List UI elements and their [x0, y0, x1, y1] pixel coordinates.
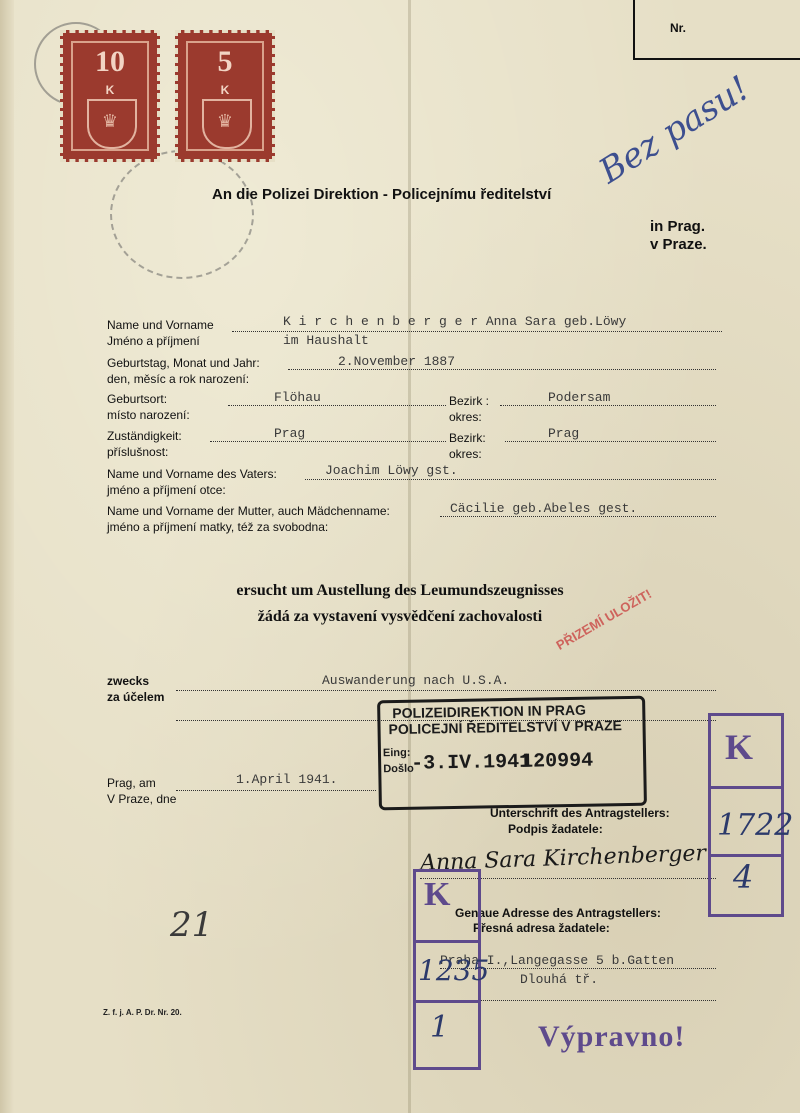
filing-divider: [416, 940, 478, 943]
birthplace-district-line: [500, 405, 716, 406]
place-date-label-cs: V Praze, dne: [107, 792, 177, 806]
competence-line: [210, 441, 446, 442]
father-line: [305, 479, 716, 480]
police-stamp-number: 120994: [520, 749, 594, 774]
birthplace-value: Flöhau: [274, 390, 321, 405]
filing-box-left: [413, 869, 490, 1070]
revenue-stamp-10: [60, 30, 160, 162]
father-label-cs: jméno a příjmení otce:: [107, 483, 226, 497]
place-date-value: 1.April 1941.: [236, 772, 338, 787]
filing-box-right: [708, 713, 794, 917]
filing-divider: [711, 854, 781, 857]
filing-letter-left: K: [424, 876, 451, 913]
filing-letter-right: K: [725, 727, 754, 767]
police-stamp-doslo-label: Došlo: [383, 762, 414, 776]
competence-value: Prag: [274, 426, 306, 441]
police-stamp-line2: POLICEJNÍ ŘEDITELSTVÍ V PRAZE: [388, 717, 623, 738]
police-stamp-eing-label: Eing:: [382, 746, 411, 760]
filing-divider: [416, 1000, 478, 1003]
police-receipt-stamp: [377, 696, 647, 811]
paper-edge: [0, 0, 14, 1113]
address-line1: Praha I.,Langegasse 5 b.Gatten: [440, 953, 675, 968]
mother-value: Cäcilie geb.Abeles gest.: [450, 501, 638, 516]
purpose-label-cs: za účelem: [107, 690, 165, 704]
purpose-line: [176, 690, 716, 691]
purpose-label-de: zwecks: [107, 674, 150, 688]
mother-line: [440, 516, 716, 517]
city-de: in Prag.: [650, 218, 706, 235]
stamp-value: 10: [95, 45, 125, 78]
name-line: [232, 331, 722, 332]
mother-label-cs: jméno a příjmení matky, též za svobodna:: [107, 520, 329, 534]
birthdate-label-de: Geburtstag, Monat und Jahr:: [107, 356, 260, 370]
city-cs: v Praze.: [650, 236, 707, 253]
lion-icon: ♛: [216, 111, 234, 131]
place-date-line: [176, 790, 376, 791]
filing-extra-right: 4: [733, 858, 754, 896]
birthplace-district-value: Podersam: [548, 390, 611, 405]
birthdate-value: 2.November 1887: [338, 354, 456, 369]
handwritten-number: 21: [170, 905, 214, 945]
place-date-label-de: Prag, am: [107, 776, 156, 790]
form-reference: Z. f. j. A. P. Dr. Nr. 20.: [103, 1008, 182, 1017]
signature-label-de: Unterschrift des Antragstellers:: [490, 806, 670, 820]
competence-district-label-cs: okres:: [449, 447, 482, 461]
competence-label-de: Zuständigkeit:: [107, 429, 182, 443]
stamp-unit: K: [105, 83, 115, 97]
number-box: [633, 0, 800, 60]
birthdate-line: [288, 369, 716, 370]
competence-district-value: Prag: [548, 426, 580, 441]
addressee-title: An die Polizei Direktion - Policejnímu ředitelství: [212, 186, 552, 203]
competence-label-cs: příslušnost:: [107, 445, 169, 459]
address-line-2: [440, 1000, 716, 1001]
stamp-value: 5: [217, 45, 233, 78]
filing-number-left: 1235: [418, 954, 490, 987]
paper-fold: [408, 0, 411, 1113]
police-stamp-date: -3.IV.1941: [410, 750, 532, 776]
father-label-de: Name und Vorname des Vaters:: [107, 467, 277, 481]
name-value: K i r c h e n b e r g e r Anna Sara geb.Löwy: [283, 314, 627, 329]
purpose-value: Auswanderung nach U.S.A.: [322, 673, 510, 688]
number-label: Nr.: [670, 21, 687, 35]
birthplace-line: [228, 405, 446, 406]
stamp-unit: K: [220, 83, 230, 97]
filing-extra-left: 1: [430, 1010, 450, 1045]
handwritten-annotation: Bez pasu!: [592, 68, 757, 192]
competence-district-line: [505, 441, 716, 442]
birthdate-label-cs: den, měsíc a rok narození:: [107, 372, 250, 386]
filing-divider: [711, 786, 781, 789]
filing-number-right: 1722: [717, 808, 794, 843]
signature-value: Anna Sara Kirchenberger: [419, 841, 707, 876]
birthplace-label-cs: místo narození:: [107, 408, 190, 422]
name-label-de: Name und Vorname: [107, 318, 214, 332]
address-label-cs: Přesná adresa žadatele:: [473, 921, 610, 935]
police-stamp-line1: POLIZEIDIREKTION IN PRAG: [392, 701, 587, 722]
father-value: Joachim Löwy gst.: [325, 463, 458, 478]
birthplace-label-de: Geburtsort:: [107, 392, 168, 406]
round-seal-middle: [110, 150, 254, 279]
name-label-cs: Jméno a příjmení: [107, 334, 200, 348]
signature-label-cs: Podpis žadatele:: [508, 822, 603, 836]
competence-district-label-de: Bezirk:: [449, 431, 486, 445]
name-value-2: im Haushalt: [283, 333, 369, 348]
lion-icon: ♛: [101, 111, 119, 131]
request-line-cs: žádá za vystavení vysvědčení zachovalosti: [257, 608, 543, 625]
dispatch-stamp: Výpravno!: [538, 1020, 686, 1053]
birthplace-district-label-de: Bezirk :: [449, 394, 490, 408]
revenue-stamp-5: [175, 30, 275, 162]
request-line-de: ersucht um Austellung des Leumundszeugnisses: [236, 582, 564, 599]
mother-label-de: Name und Vorname der Mutter, auch Mädchenname:: [107, 504, 390, 518]
red-filing-stamp: PŘIZEMÍ ULOŽIT!: [553, 586, 655, 653]
birthplace-district-label-cs: okres:: [449, 410, 482, 424]
address-line2: Dlouhá tř.: [520, 972, 599, 987]
address-label-de: Genaue Adresse des Antragstellers:: [455, 906, 661, 920]
